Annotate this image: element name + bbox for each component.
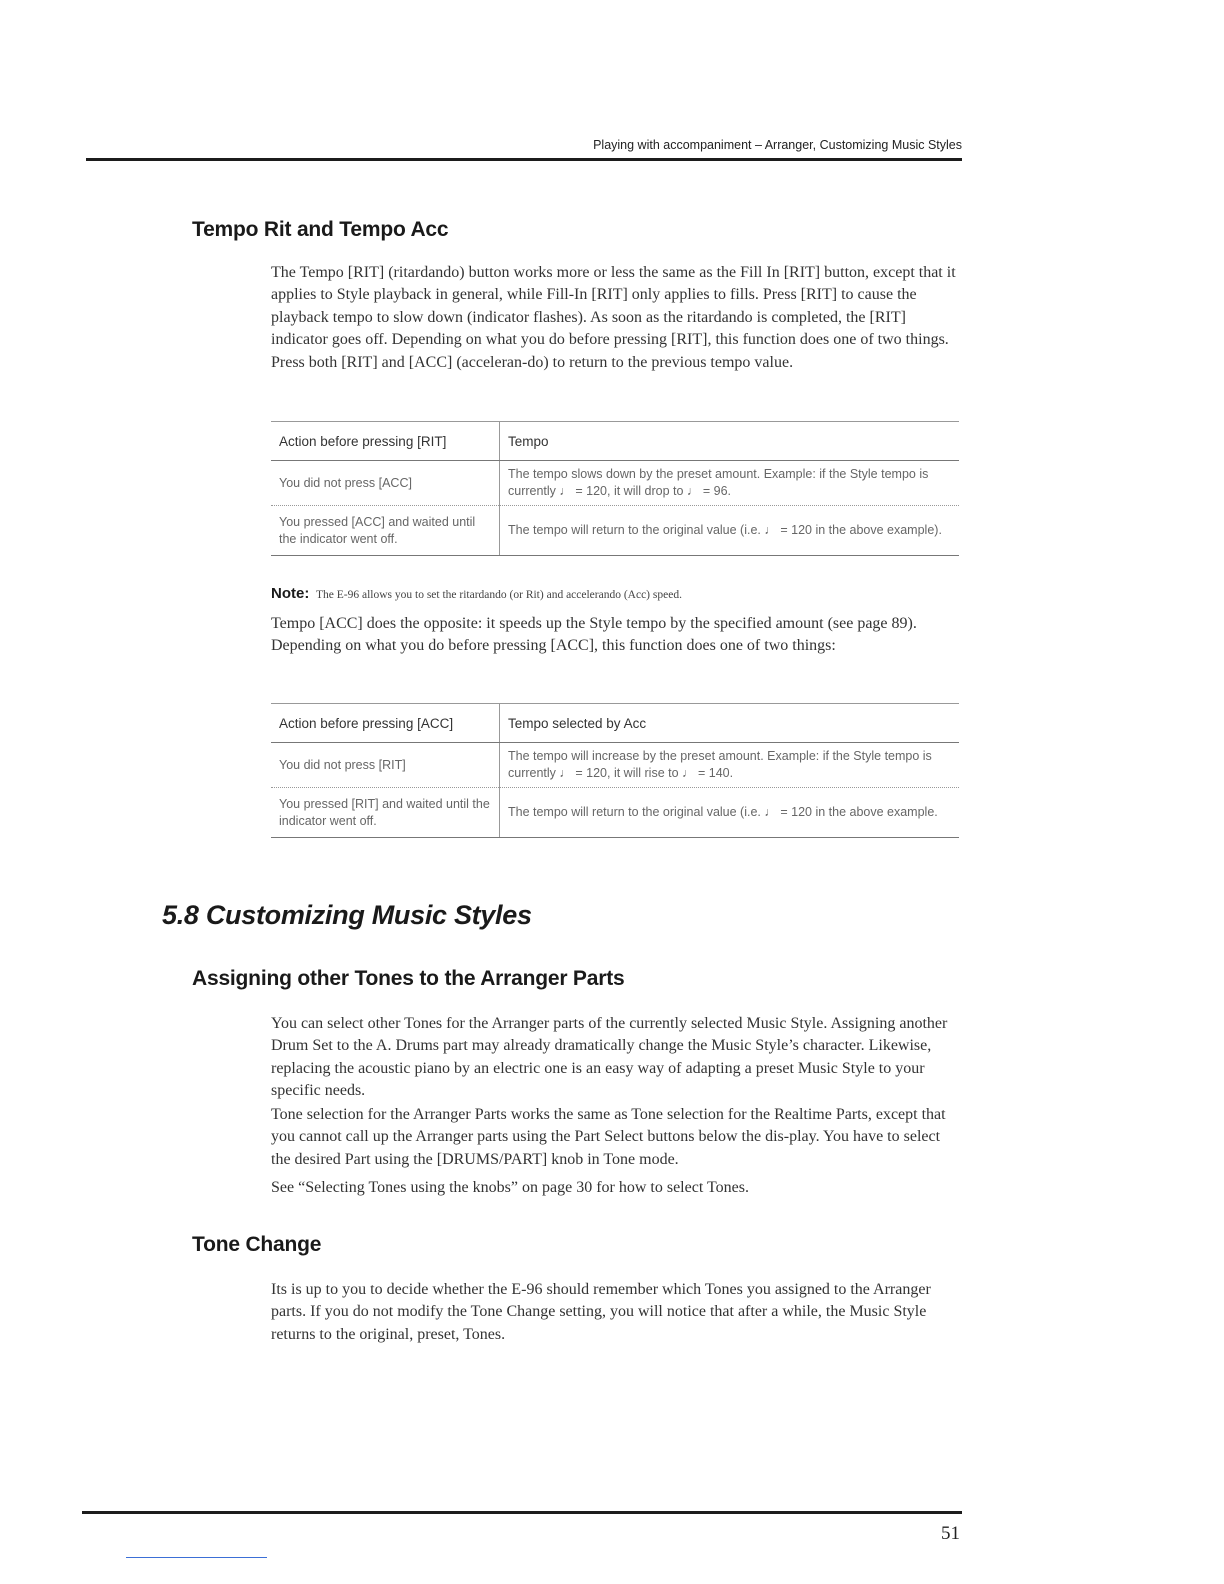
table-row bbox=[271, 461, 959, 506]
acc-table-header-action: Action before pressing [ACC] bbox=[271, 704, 500, 743]
chapter-title: 5.8 Customizing Music Styles bbox=[162, 900, 532, 930]
assign-paragraph-2: Tone selection for the Arranger Parts works the same as Tone selection for the Realtime Parts, except that you cannot call up the Arranger parts using the Part Select buttons below the dis-play. You have to select the desired Part using the [DRUMS/PART] knob in Tone mode. bbox=[271, 1106, 946, 1168]
rit-row1-action: You did not press [ACC] bbox=[271, 461, 500, 506]
section-title-tempo: Tempo Rit and Tempo Acc bbox=[192, 218, 449, 241]
acc-row2-action: You pressed [RIT] and waited until the indicator went off. bbox=[271, 788, 500, 838]
table-row bbox=[271, 788, 959, 838]
table-row bbox=[271, 506, 959, 556]
acc-row1-tempo: The tempo will increase by the preset amount. Example: if the Style tempo is currently ♩ = 120, it will rise to ♩ = 140. bbox=[500, 743, 960, 788]
note-text: The E-96 allows you to set the ritardando (or Rit) and accelerando (Acc) speed. bbox=[316, 589, 682, 601]
acc-row2-tempo: The tempo will return to the original value (i.e. ♩ = 120 in the above example. bbox=[500, 788, 960, 838]
tempo-paragraph-2: Tempo [ACC] does the opposite: it speeds up the Style tempo by the specified amount (see page 89). Depending on what you do before pressing [ACC], this function does one of two things: bbox=[271, 615, 917, 655]
rit-row1-tempo: The tempo slows down by the preset amount. Example: if the Style tempo is currently ♩ = 120, it will drop to ♩ = 96. bbox=[500, 461, 960, 506]
rit-table-header-tempo: Tempo bbox=[500, 422, 960, 461]
tempo-paragraph-1: The Tempo [RIT] (ritardando) button works more or less the same as the Fill In [RIT] button, except that it applies to Style playback in general, while Fill-In [RIT] only applies to fills. Press [RIT] to cause the playback tempo to slow down (indicator flashes). As soon as the ritardando is completed, the [RIT] indicator goes off. Depending on what you do before pressing [RIT], this function does one of two things. Press both [RIT] and [ACC] (acceleran-do) to return to the previous tempo value. bbox=[271, 264, 956, 371]
acc-table-header-tempo: Tempo selected by Acc bbox=[500, 704, 960, 743]
table-row bbox=[271, 743, 959, 788]
decorative-line bbox=[126, 1557, 267, 1558]
page-number: 51 bbox=[941, 1523, 960, 1544]
acc-row1-action: You did not press [RIT] bbox=[271, 743, 500, 788]
footer-rule bbox=[82, 1511, 962, 1514]
tone-change-paragraph: Its is up to you to decide whether the E-96 should remember which Tones you assigned to the Arranger parts. If you do not modify the Tone Change setting, you will notice that after a while, the Music Style returns to the original, preset, Tones. bbox=[271, 1281, 931, 1343]
rit-table bbox=[271, 421, 959, 556]
section-title-tone-change: Tone Change bbox=[192, 1233, 322, 1256]
rit-row2-tempo: The tempo will return to the original value (i.e. ♩ = 120 in the above example). bbox=[500, 506, 960, 556]
section-title-assign: Assigning other Tones to the Arranger Parts bbox=[192, 967, 625, 990]
running-header: Playing with accompaniment – Arranger, Customizing Music Styles bbox=[593, 138, 962, 152]
note-label: Note: bbox=[271, 585, 310, 602]
acc-table bbox=[271, 703, 959, 838]
rit-row2-action: You pressed [ACC] and waited until the indicator went off. bbox=[271, 506, 500, 556]
header-rule bbox=[86, 158, 962, 161]
note bbox=[271, 585, 961, 602]
rit-table-header-action: Action before pressing [RIT] bbox=[271, 422, 500, 461]
assign-paragraph-3: See “Selecting Tones using the knobs” on page 30 for how to select Tones. bbox=[271, 1179, 749, 1196]
assign-paragraph-1: You can select other Tones for the Arranger parts of the currently selected Music Style. Assigning another Drum Set to the A. Drums part may already dramatically change the Music Style’s character. Likewise, replacing the acoustic piano by an electric one is an easy way of adapting a preset Music Style to your specific needs. bbox=[271, 1015, 948, 1100]
